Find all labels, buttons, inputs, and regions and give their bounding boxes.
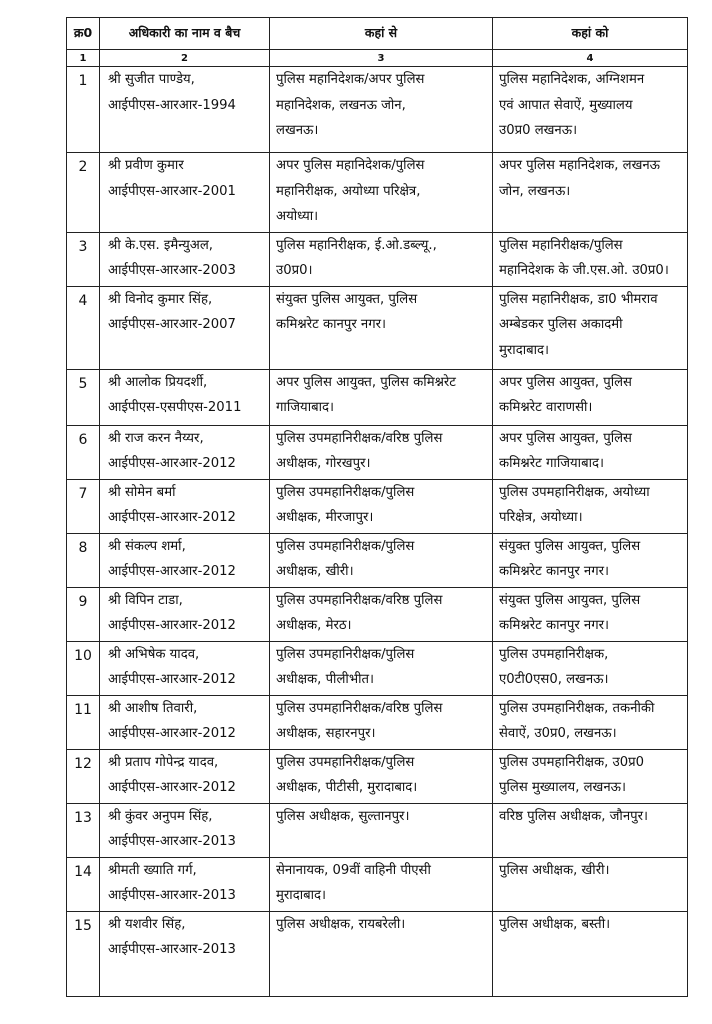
posted-to-cell bbox=[493, 911, 688, 996]
serial-number: 4 bbox=[67, 286, 100, 369]
officer-batch: आईपीएस-आरआर-2012 bbox=[108, 456, 236, 471]
posted-to-cell bbox=[493, 153, 688, 233]
officer-cell bbox=[100, 695, 270, 749]
officer-name: श्री प्रवीण कुमार bbox=[108, 158, 184, 173]
posted-from-line: पुलिस उपमहानिरीक्षक/पुलिस bbox=[276, 646, 415, 662]
serial-number: 11 bbox=[67, 695, 100, 749]
posted-from-cell bbox=[270, 232, 493, 286]
posted-from-line: अधीक्षक, मीरजापुर। bbox=[276, 510, 374, 525]
serial-number: 9 bbox=[67, 587, 100, 641]
posted-to-cell bbox=[493, 641, 688, 695]
table-row bbox=[67, 749, 688, 803]
officer-cell bbox=[100, 803, 270, 857]
posted-from-cell bbox=[270, 803, 493, 857]
officer-cell bbox=[100, 67, 270, 153]
column-number-row bbox=[67, 50, 688, 67]
table-row bbox=[67, 425, 688, 479]
serial-number: 15 bbox=[67, 911, 100, 996]
posted-from-cell bbox=[270, 695, 493, 749]
posted-to-line: पुलिस उपमहानिरीक्षक, उ0प्र0 bbox=[499, 754, 644, 770]
posted-to-line: पुलिस अधीक्षक, बस्ती। bbox=[499, 916, 611, 932]
posted-to-line: उ0प्र0 लखनऊ। bbox=[499, 123, 578, 138]
posted-from-cell bbox=[270, 153, 493, 233]
officer-name: श्री कुंवर अनुपम सिंह, bbox=[108, 808, 213, 824]
posted-to-line: अपर पुलिस आयुक्त, पुलिस bbox=[499, 374, 632, 390]
officer-batch: आईपीएस-आरआर-2012 bbox=[108, 564, 236, 579]
posted-to-line: कमिश्नरेट कानपुर नगर। bbox=[499, 618, 610, 633]
posted-from-line: कमिश्नरेट कानपुर नगर। bbox=[276, 317, 387, 332]
posted-from-line: पुलिस उपमहानिरीक्षक/पुलिस bbox=[276, 754, 415, 770]
table-row bbox=[67, 533, 688, 587]
table-row bbox=[67, 641, 688, 695]
posted-to-line: अपर पुलिस महानिदेशक, लखनऊ bbox=[499, 158, 661, 173]
posted-to-cell bbox=[493, 232, 688, 286]
officer-batch: आईपीएस-आरआर-2012 bbox=[108, 780, 236, 795]
posted-from-line: अधीक्षक, पीलीभीत। bbox=[276, 672, 375, 687]
posted-from-line: पुलिस उपमहानिरीक्षक/पुलिस bbox=[276, 484, 415, 500]
table-row bbox=[67, 369, 688, 425]
posted-to-line: पुलिस उपमहानिरीक्षक, bbox=[499, 646, 609, 662]
posted-from-line: अधीक्षक, गोरखपुर। bbox=[276, 456, 371, 471]
posted-from-line: उ0प्र0। bbox=[276, 263, 313, 278]
posted-from-line: पुलिस उपमहानिरीक्षक/वरिष्ठ पुलिस bbox=[276, 592, 443, 608]
posted-to-line: पुलिस उपमहानिरीक्षक, तकनीकी bbox=[499, 700, 655, 716]
posted-from-line: लखनऊ। bbox=[276, 123, 319, 138]
posted-to-line: महानिदेशक के जी.एस.ओ. उ0प्र0। bbox=[499, 263, 669, 278]
posted-from-line: अधीक्षक, सहारनपुर। bbox=[276, 726, 376, 741]
officer-batch: आईपीएस-आरआर-2012 bbox=[108, 510, 236, 525]
posted-from-line: मुरादाबाद। bbox=[276, 888, 327, 903]
posted-from-cell bbox=[270, 533, 493, 587]
posted-to-cell bbox=[493, 286, 688, 369]
table-row bbox=[67, 153, 688, 233]
table-body bbox=[67, 67, 688, 997]
officer-batch: आईपीएस-आरआर-2013 bbox=[108, 888, 236, 903]
posted-from-line: अयोध्या। bbox=[276, 209, 319, 224]
posted-from-line: पुलिस उपमहानिरीक्षक/वरिष्ठ पुलिस bbox=[276, 430, 443, 446]
posted-to-cell bbox=[493, 67, 688, 153]
officer-cell bbox=[100, 587, 270, 641]
posted-to-line: पुलिस महानिदेशक, अग्निशमन bbox=[499, 72, 645, 87]
posted-from-line: अपर पुलिस आयुक्त, पुलिस कमिश्नरेट bbox=[276, 374, 456, 390]
officer-name: श्री विनोद कुमार सिंह, bbox=[108, 291, 213, 307]
officer-cell bbox=[100, 749, 270, 803]
posted-from-line: महानिदेशक, लखनऊ जोन, bbox=[276, 97, 406, 113]
table-row bbox=[67, 67, 688, 153]
posted-to-line: एवं आपात सेवाऐं, मुख्यालय bbox=[499, 97, 633, 113]
table-row bbox=[67, 232, 688, 286]
posted-to-line: परिक्षेत्र, अयोध्या। bbox=[499, 510, 583, 525]
posted-to-line: पुलिस महानिरीक्षक, डा0 भीमराव bbox=[499, 291, 658, 307]
posted-to-line: ए0टी0एस0, लखनऊ। bbox=[499, 672, 609, 687]
header-to: कहां को bbox=[493, 18, 688, 50]
column-number: 4 bbox=[493, 50, 688, 67]
posted-from-cell bbox=[270, 425, 493, 479]
posted-from-line: महानिरीक्षक, अयोध्या परिक्षेत्र, bbox=[276, 183, 421, 199]
officer-name: श्री राज करन नैय्यर, bbox=[108, 430, 204, 446]
officer-batch: आईपीएस-आरआर-2003 bbox=[108, 263, 236, 278]
serial-number: 10 bbox=[67, 641, 100, 695]
table-row bbox=[67, 587, 688, 641]
posted-to-line: संयुक्त पुलिस आयुक्त, पुलिस bbox=[499, 592, 641, 608]
officer-cell bbox=[100, 425, 270, 479]
officer-cell bbox=[100, 911, 270, 996]
officer-cell bbox=[100, 479, 270, 533]
serial-number: 8 bbox=[67, 533, 100, 587]
posted-to-cell bbox=[493, 695, 688, 749]
officer-name: श्री के.एस. इमैन्युअल, bbox=[108, 237, 213, 253]
posted-to-line: अपर पुलिस आयुक्त, पुलिस bbox=[499, 430, 632, 446]
serial-number: 7 bbox=[67, 479, 100, 533]
posted-from-line: अपर पुलिस महानिदेशक/पुलिस bbox=[276, 158, 425, 173]
posted-to-cell bbox=[493, 857, 688, 911]
posted-to-cell bbox=[493, 749, 688, 803]
posted-from-line: पुलिस महानिदेशक/अपर पुलिस bbox=[276, 72, 425, 87]
serial-number: 14 bbox=[67, 857, 100, 911]
posted-to-line: मुरादाबाद। bbox=[499, 342, 550, 358]
posted-to-line: अम्बेडकर पुलिस अकादमी bbox=[499, 317, 623, 332]
officer-cell bbox=[100, 533, 270, 587]
posted-to-cell bbox=[493, 479, 688, 533]
officer-batch: आईपीएस-आरआर-2012 bbox=[108, 726, 236, 741]
table-row bbox=[67, 803, 688, 857]
posted-to-line: कमिश्नरेट वाराणसी। bbox=[499, 400, 593, 415]
officer-batch: आईपीएस-आरआर-2012 bbox=[108, 618, 236, 633]
officer-cell bbox=[100, 369, 270, 425]
posted-from-line: अधीक्षक, मेरठ। bbox=[276, 618, 352, 633]
transfer-table bbox=[66, 17, 688, 997]
officer-batch: आईपीएस-एसपीएस-2011 bbox=[108, 400, 242, 415]
posted-to-line: कमिश्नरेट कानपुर नगर। bbox=[499, 564, 610, 579]
posted-to-line: कमिश्नरेट गाजियाबाद। bbox=[499, 456, 605, 471]
posted-from-line: संयुक्त पुलिस आयुक्त, पुलिस bbox=[276, 291, 418, 307]
posted-from-line: पुलिस अधीक्षक, रायबरेली। bbox=[276, 916, 406, 932]
posted-from-cell bbox=[270, 749, 493, 803]
officer-batch: आईपीएस-आरआर-2013 bbox=[108, 942, 236, 957]
officer-name: श्री संकल्प शर्मा, bbox=[108, 538, 186, 554]
posted-from-cell bbox=[270, 479, 493, 533]
posted-from-line: पुलिस उपमहानिरीक्षक/वरिष्ठ पुलिस bbox=[276, 700, 443, 716]
posted-from-line: सेनानायक, 09वीं वाहिनी पीएसी bbox=[276, 862, 431, 878]
posted-from-cell bbox=[270, 857, 493, 911]
table-row bbox=[67, 479, 688, 533]
officer-cell bbox=[100, 153, 270, 233]
posted-from-cell bbox=[270, 587, 493, 641]
serial-number: 2 bbox=[67, 153, 100, 233]
posted-from-cell bbox=[270, 67, 493, 153]
posted-from-cell bbox=[270, 911, 493, 996]
posted-to-line: वरिष्ठ पुलिस अधीक्षक, जौनपुर। bbox=[499, 808, 649, 824]
officer-batch: आईपीएस-आरआर-2013 bbox=[108, 834, 236, 849]
officer-batch: आईपीएस-आरआर-2007 bbox=[108, 317, 236, 332]
serial-number: 13 bbox=[67, 803, 100, 857]
officer-name: श्रीमती ख्याति गर्ग, bbox=[108, 862, 197, 878]
posted-from-cell bbox=[270, 641, 493, 695]
posted-from-cell bbox=[270, 369, 493, 425]
serial-number: 1 bbox=[67, 67, 100, 153]
header-row bbox=[67, 18, 688, 50]
posted-to-line: पुलिस उपमहानिरीक्षक, अयोध्या bbox=[499, 484, 650, 500]
posted-to-line: जोन, लखनऊ। bbox=[499, 183, 571, 199]
officer-cell bbox=[100, 857, 270, 911]
officer-cell bbox=[100, 641, 270, 695]
officer-name: श्री विपिन टाडा, bbox=[108, 592, 183, 608]
serial-number: 3 bbox=[67, 232, 100, 286]
officer-name: श्री सुजीत पाण्डेय, bbox=[108, 72, 195, 87]
officer-name: श्री अभिषेक यादव, bbox=[108, 646, 200, 662]
serial-number: 12 bbox=[67, 749, 100, 803]
posted-to-line: पुलिस महानिरीक्षक/पुलिस bbox=[499, 237, 623, 253]
officer-batch: आईपीएस-आरआर-2001 bbox=[108, 183, 236, 199]
posted-to-cell bbox=[493, 803, 688, 857]
officer-name: श्री प्रताप गोपेन्द्र यादव, bbox=[108, 754, 219, 770]
officer-batch: आईपीएस-आरआर-1994 bbox=[108, 97, 236, 113]
posted-to-line: पुलिस अधीक्षक, खीरी। bbox=[499, 862, 610, 878]
officer-cell bbox=[100, 232, 270, 286]
posted-to-line: संयुक्त पुलिस आयुक्त, पुलिस bbox=[499, 538, 641, 554]
posted-to-cell bbox=[493, 425, 688, 479]
header-from: कहां से bbox=[270, 18, 493, 50]
column-number: 3 bbox=[270, 50, 493, 67]
posted-from-line: गाजियाबाद। bbox=[276, 400, 335, 415]
posted-from-line: अधीक्षक, खीरी। bbox=[276, 564, 354, 579]
officer-name: श्री सोमेन बर्मा bbox=[108, 484, 176, 500]
serial-number: 5 bbox=[67, 369, 100, 425]
posted-to-cell bbox=[493, 587, 688, 641]
header-sr: क्र0 bbox=[67, 18, 100, 50]
posted-to-cell bbox=[493, 369, 688, 425]
table-row bbox=[67, 911, 688, 996]
posted-from-cell bbox=[270, 286, 493, 369]
officer-name: श्री यशवीर सिंह, bbox=[108, 916, 186, 932]
officer-name: श्री आशीष तिवारी, bbox=[108, 700, 198, 716]
column-number: 1 bbox=[67, 50, 100, 67]
posted-from-line: पुलिस अधीक्षक, सुल्तानपुर। bbox=[276, 808, 410, 824]
table-row bbox=[67, 695, 688, 749]
table-row bbox=[67, 286, 688, 369]
column-number: 2 bbox=[100, 50, 270, 67]
table-header bbox=[67, 18, 688, 67]
posted-to-line: सेवाऐं, उ0प्र0, लखनऊ। bbox=[499, 726, 617, 741]
posted-to-cell bbox=[493, 533, 688, 587]
serial-number: 6 bbox=[67, 425, 100, 479]
table-row bbox=[67, 857, 688, 911]
officer-name: श्री आलोक प्रियदर्शी, bbox=[108, 374, 208, 390]
posted-from-line: पुलिस महानिरीक्षक, ई.ओ.डब्ल्यू., bbox=[276, 237, 437, 253]
posted-from-line: पुलिस उपमहानिरीक्षक/पुलिस bbox=[276, 538, 415, 554]
officer-cell bbox=[100, 286, 270, 369]
posted-from-line: अधीक्षक, पीटीसी, मुरादाबाद। bbox=[276, 780, 418, 795]
header-officer: अधिकारी का नाम व बैच bbox=[100, 18, 270, 50]
officer-batch: आईपीएस-आरआर-2012 bbox=[108, 672, 236, 687]
posted-to-line: पुलिस मुख्यालय, लखनऊ। bbox=[499, 780, 626, 795]
